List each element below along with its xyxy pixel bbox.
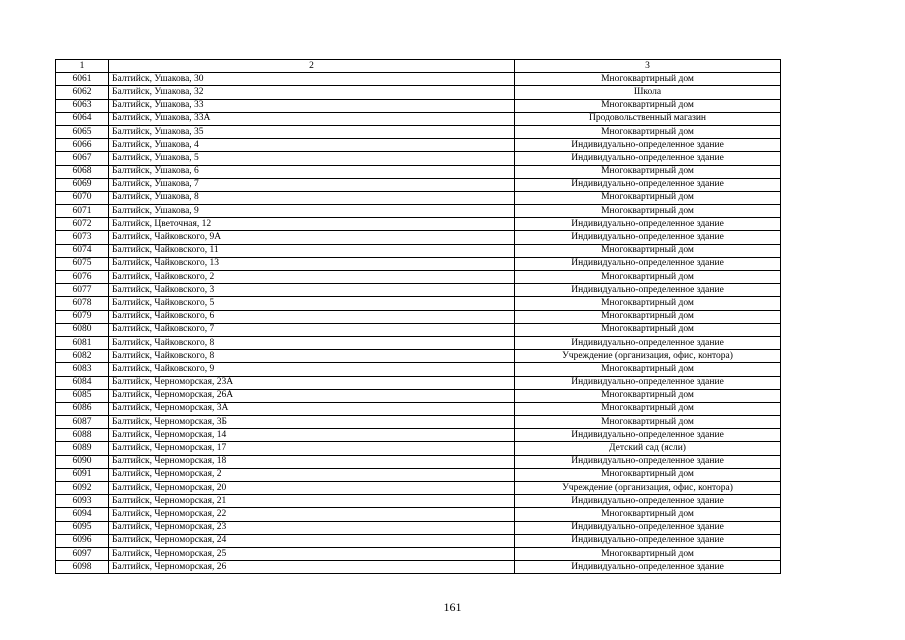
- row-number: 6088: [56, 429, 109, 442]
- row-number: 6087: [56, 416, 109, 429]
- row-address: Балтийск, Ушакова, 5: [109, 152, 515, 165]
- row-number: 6076: [56, 271, 109, 284]
- row-address: Балтийск, Черноморская, 2: [109, 468, 515, 481]
- row-number: 6090: [56, 455, 109, 468]
- row-address: Балтийск, Чайковского, 3: [109, 284, 515, 297]
- row-building-type: Многоквартирный дом: [515, 547, 781, 560]
- row-building-type: Индивидуально-определенное здание: [515, 534, 781, 547]
- row-building-type: Индивидуально-определенное здание: [515, 284, 781, 297]
- table-row: [56, 534, 781, 547]
- row-address: Балтийск, Черноморская, 23: [109, 521, 515, 534]
- row-building-type: Многоквартирный дом: [515, 165, 781, 178]
- row-building-type: Индивидуально-определенное здание: [515, 257, 781, 270]
- row-building-type: Индивидуально-определенное здание: [515, 231, 781, 244]
- row-number: 6068: [56, 165, 109, 178]
- row-address: Балтийск, Ушакова, 8: [109, 191, 515, 204]
- row-number: 6073: [56, 231, 109, 244]
- row-address: Балтийск, Чайковского, 13: [109, 257, 515, 270]
- row-number: 6092: [56, 482, 109, 495]
- row-building-type: Многоквартирный дом: [515, 125, 781, 138]
- row-address: Балтийск, Черноморская, 20: [109, 482, 515, 495]
- row-building-type: Многоквартирный дом: [515, 323, 781, 336]
- row-building-type: Учреждение (организация, офис, контора): [515, 482, 781, 495]
- table-row: [56, 125, 781, 138]
- row-number: 6095: [56, 521, 109, 534]
- row-address: Балтийск, Черноморская, 18: [109, 455, 515, 468]
- table-row: [56, 482, 781, 495]
- table-row: [56, 271, 781, 284]
- row-address: Балтийск, Чайковского, 5: [109, 297, 515, 310]
- table-row: [56, 495, 781, 508]
- table-row: [56, 521, 781, 534]
- row-address: Балтийск, Ушакова, 33: [109, 99, 515, 112]
- row-address: Балтийск, Черноморская, 23А: [109, 376, 515, 389]
- row-address: Балтийск, Черноморская, 17: [109, 442, 515, 455]
- table-row: [56, 508, 781, 521]
- table-header-row: [56, 60, 781, 73]
- row-number: 6081: [56, 336, 109, 349]
- row-number: 6075: [56, 257, 109, 270]
- table-row: [56, 363, 781, 376]
- row-number: 6067: [56, 152, 109, 165]
- row-building-type: Индивидуально-определенное здание: [515, 561, 781, 574]
- row-building-type: Многоквартирный дом: [515, 205, 781, 218]
- row-building-type: Индивидуально-определенное здание: [515, 429, 781, 442]
- row-building-type: Многоквартирный дом: [515, 416, 781, 429]
- header-col-2: 2: [109, 60, 515, 73]
- row-address: Балтийск, Черноморская, 26А: [109, 389, 515, 402]
- table-row: [56, 323, 781, 336]
- table-row: [56, 389, 781, 402]
- table-row: [56, 218, 781, 231]
- row-address: Балтийск, Черноморская, 26: [109, 561, 515, 574]
- row-number: 6069: [56, 178, 109, 191]
- row-building-type: Школа: [515, 86, 781, 99]
- row-address: Балтийск, Чайковского, 2: [109, 271, 515, 284]
- table-row: [56, 547, 781, 560]
- row-address: Балтийск, Ушакова, 32: [109, 86, 515, 99]
- row-building-type: Индивидуально-определенное здание: [515, 495, 781, 508]
- row-address: Балтийск, Черноморская, 3Б: [109, 416, 515, 429]
- row-number: 6086: [56, 402, 109, 415]
- row-address: Балтийск, Чайковского, 11: [109, 244, 515, 257]
- row-number: 6084: [56, 376, 109, 389]
- row-address: Балтийск, Ушакова, 30: [109, 73, 515, 86]
- row-address: Балтийск, Черноморская, 21: [109, 495, 515, 508]
- table-row: [56, 191, 781, 204]
- table-row: [56, 244, 781, 257]
- row-number: 6062: [56, 86, 109, 99]
- row-number: 6083: [56, 363, 109, 376]
- row-number: 6078: [56, 297, 109, 310]
- row-number: 6071: [56, 205, 109, 218]
- table-row: [56, 152, 781, 165]
- row-address: Балтийск, Ушакова, 35: [109, 125, 515, 138]
- row-building-type: Многоквартирный дом: [515, 402, 781, 415]
- row-building-type: Многоквартирный дом: [515, 244, 781, 257]
- row-building-type: Индивидуально-определенное здание: [515, 336, 781, 349]
- row-building-type: Многоквартирный дом: [515, 73, 781, 86]
- row-address: Балтийск, Цветочная, 12: [109, 218, 515, 231]
- table-row: [56, 257, 781, 270]
- registry-table: [55, 59, 781, 574]
- row-number: 6082: [56, 350, 109, 363]
- table-row: [56, 429, 781, 442]
- header-col-1: 1: [56, 60, 109, 73]
- row-number: 6097: [56, 547, 109, 560]
- row-address: Балтийск, Чайковского, 9: [109, 363, 515, 376]
- row-number: 6080: [56, 323, 109, 336]
- row-number: 6066: [56, 139, 109, 152]
- page-number: 161: [443, 600, 462, 614]
- row-number: 6079: [56, 310, 109, 323]
- row-building-type: Индивидуально-определенное здание: [515, 455, 781, 468]
- row-number: 6091: [56, 468, 109, 481]
- row-number: 6072: [56, 218, 109, 231]
- table-row: [56, 442, 781, 455]
- row-address: Балтийск, Черноморская, 24: [109, 534, 515, 547]
- table-row: [56, 73, 781, 86]
- table-row: [56, 297, 781, 310]
- row-building-type: Индивидуально-определенное здание: [515, 521, 781, 534]
- row-building-type: Индивидуально-определенное здание: [515, 178, 781, 191]
- table-row: [56, 310, 781, 323]
- row-address: Балтийск, Ушакова, 6: [109, 165, 515, 178]
- row-building-type: Многоквартирный дом: [515, 271, 781, 284]
- row-building-type: Многоквартирный дом: [515, 363, 781, 376]
- row-address: Балтийск, Чайковского, 6: [109, 310, 515, 323]
- table-row: [56, 416, 781, 429]
- row-number: 6070: [56, 191, 109, 204]
- table-row: [56, 112, 781, 125]
- row-building-type: Индивидуально-определенное здание: [515, 218, 781, 231]
- row-building-type: Индивидуально-определенное здание: [515, 376, 781, 389]
- row-number: 6085: [56, 389, 109, 402]
- table-row: [56, 468, 781, 481]
- row-number: 6093: [56, 495, 109, 508]
- row-number: 6061: [56, 73, 109, 86]
- row-building-type: Индивидуально-определенное здание: [515, 152, 781, 165]
- table-row: [56, 455, 781, 468]
- table-row: [56, 178, 781, 191]
- table-row: [56, 231, 781, 244]
- row-number: 6074: [56, 244, 109, 257]
- table-row: [56, 376, 781, 389]
- row-number: 6063: [56, 99, 109, 112]
- row-address: Балтийск, Чайковского, 9А: [109, 231, 515, 244]
- row-address: Балтийск, Чайковского, 8: [109, 336, 515, 349]
- row-number: 6064: [56, 112, 109, 125]
- table-row: [56, 205, 781, 218]
- row-building-type: Многоквартирный дом: [515, 99, 781, 112]
- row-building-type: Многоквартирный дом: [515, 310, 781, 323]
- table-row: [56, 402, 781, 415]
- row-building-type: Индивидуально-определенное здание: [515, 139, 781, 152]
- row-address: Балтийск, Черноморская, 14: [109, 429, 515, 442]
- table-row: [56, 336, 781, 349]
- row-building-type: Учреждение (организация, офис, контора): [515, 350, 781, 363]
- row-address: Балтийск, Ушакова, 9: [109, 205, 515, 218]
- row-address: Балтийск, Чайковского, 7: [109, 323, 515, 336]
- row-address: Балтийск, Черноморская, 22: [109, 508, 515, 521]
- row-number: 6077: [56, 284, 109, 297]
- table-row: [56, 139, 781, 152]
- row-address: Балтийск, Черноморская, 3А: [109, 402, 515, 415]
- table-body: [56, 60, 781, 574]
- header-col-3: 3: [515, 60, 781, 73]
- row-building-type: Многоквартирный дом: [515, 468, 781, 481]
- table-row: [56, 350, 781, 363]
- table-row: [56, 284, 781, 297]
- row-address: Балтийск, Чайковского, 8: [109, 350, 515, 363]
- row-number: 6098: [56, 561, 109, 574]
- row-building-type: Многоквартирный дом: [515, 508, 781, 521]
- table-row: [56, 561, 781, 574]
- table-row: [56, 165, 781, 178]
- row-address: Балтийск, Ушакова, 33А: [109, 112, 515, 125]
- row-building-type: Многоквартирный дом: [515, 389, 781, 402]
- row-address: Балтийск, Черноморская, 25: [109, 547, 515, 560]
- row-number: 6089: [56, 442, 109, 455]
- row-number: 6094: [56, 508, 109, 521]
- row-number: 6065: [56, 125, 109, 138]
- row-building-type: Детский сад (ясли): [515, 442, 781, 455]
- row-building-type: Продовольственный магазин: [515, 112, 781, 125]
- row-address: Балтийск, Ушакова, 4: [109, 139, 515, 152]
- row-address: Балтийск, Ушакова, 7: [109, 178, 515, 191]
- table-row: [56, 86, 781, 99]
- row-building-type: Многоквартирный дом: [515, 297, 781, 310]
- row-building-type: Многоквартирный дом: [515, 191, 781, 204]
- row-number: 6096: [56, 534, 109, 547]
- table-row: [56, 99, 781, 112]
